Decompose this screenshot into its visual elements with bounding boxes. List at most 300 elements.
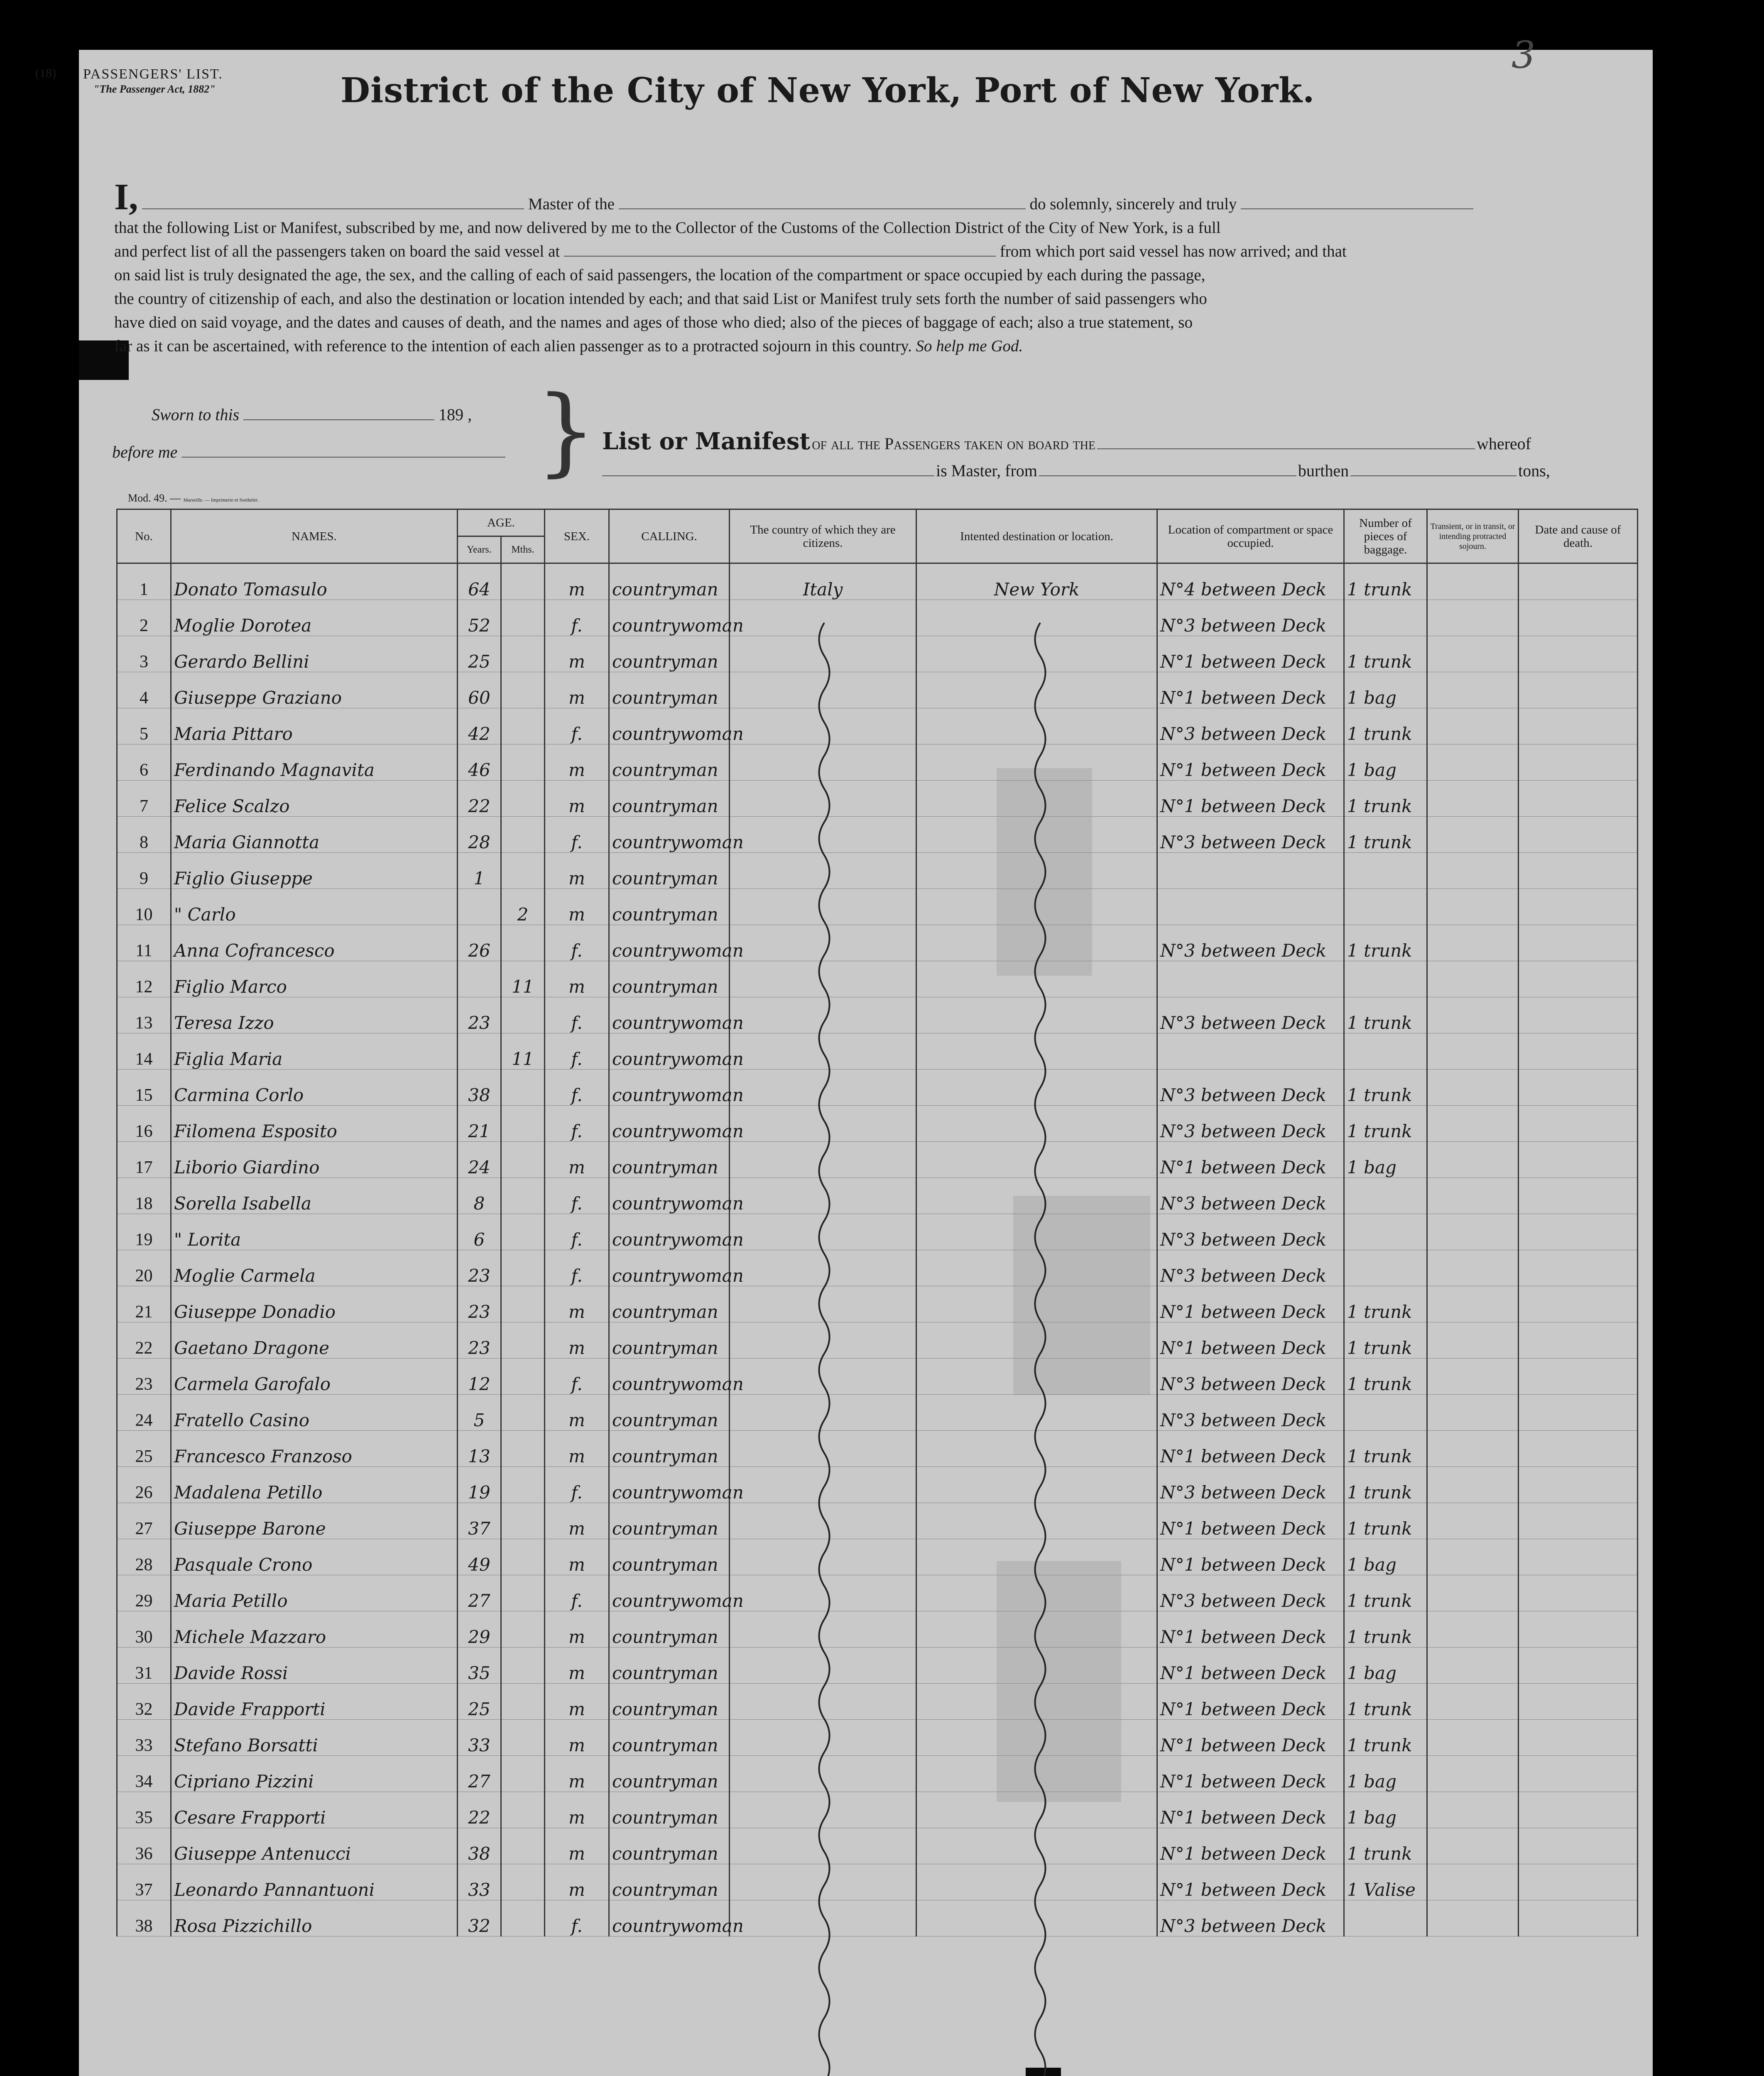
transient-cell [1427, 1431, 1519, 1467]
age-months-cell [501, 781, 545, 817]
sex-cell: f. [545, 1178, 609, 1214]
ditto-line-destination [1022, 623, 1059, 2076]
passenger-table [116, 509, 1638, 1936]
row-number-cell: 37 [117, 1864, 171, 1900]
compartment-location-cell [1157, 961, 1344, 997]
row-number-cell: 29 [117, 1575, 171, 1611]
vessel-field[interactable] [1097, 434, 1475, 449]
row-number-cell: 6 [117, 744, 171, 781]
transient-cell [1427, 1720, 1519, 1756]
row-number-cell: 14 [117, 1033, 171, 1070]
passenger-name-cell: Figlia Maria [171, 1033, 458, 1070]
header-years: Years. [458, 536, 501, 563]
compartment-location-cell: N°3 between Deck [1157, 600, 1344, 636]
whereof-label: whereof [1476, 434, 1531, 453]
baggage-cell: 1 trunk [1344, 563, 1427, 600]
death-cell [1519, 1395, 1638, 1431]
table-row [117, 961, 1638, 997]
passenger-name-cell: Sorella Isabella [171, 1178, 458, 1214]
table-row [117, 600, 1638, 636]
row-number-cell: 32 [117, 1684, 171, 1720]
compartment-location-cell: N°3 between Deck [1157, 1070, 1344, 1106]
death-cell [1519, 889, 1638, 925]
baggage-cell: 1 trunk [1344, 636, 1427, 672]
row-number-cell: 27 [117, 1503, 171, 1539]
header-age: AGE. [458, 509, 545, 536]
age-years-cell: 19 [458, 1467, 501, 1503]
compartment-location-cell [1157, 853, 1344, 889]
table-row [117, 1539, 1638, 1575]
baggage-cell [1344, 1178, 1427, 1214]
transient-cell [1427, 1286, 1519, 1322]
age-months-cell [501, 1070, 545, 1106]
before-field[interactable] [181, 443, 505, 458]
passenger-name-cell: Filomena Esposito [171, 1106, 458, 1142]
compartment-location-cell: N°1 between Deck [1157, 1828, 1344, 1864]
calling-cell: countryman [609, 889, 730, 925]
transient-cell [1427, 1648, 1519, 1684]
sworn-date-field[interactable] [243, 405, 434, 420]
passenger-name-cell: Giuseppe Antenucci [171, 1828, 458, 1864]
calling-cell: countryman [609, 744, 730, 781]
calling-cell: countryman [609, 1539, 730, 1575]
compartment-location-cell: N°3 between Deck [1157, 708, 1344, 744]
table-row [117, 1322, 1638, 1359]
sex-cell: m [545, 1756, 609, 1792]
age-years-cell: 13 [458, 1431, 501, 1467]
baggage-cell: 1 bag [1344, 1142, 1427, 1178]
table-row [117, 1611, 1638, 1648]
calling-cell: countryman [609, 1792, 730, 1828]
baggage-cell: 1 trunk [1344, 1359, 1427, 1395]
age-years-cell: 28 [458, 817, 501, 853]
burthen-label: burthen [1298, 461, 1349, 480]
transient-cell [1427, 889, 1519, 925]
table-row [117, 563, 1638, 600]
sex-cell: m [545, 961, 609, 997]
before-label: before me [112, 443, 178, 461]
transient-cell [1427, 1792, 1519, 1828]
baggage-cell: 1 trunk [1344, 817, 1427, 853]
compartment-location-cell: N°1 between Deck [1157, 1322, 1344, 1359]
transient-cell [1427, 563, 1519, 600]
transient-cell [1427, 997, 1519, 1033]
table-row [117, 1286, 1638, 1322]
transient-cell [1427, 1611, 1519, 1648]
sex-cell: m [545, 636, 609, 672]
baggage-cell: 1 trunk [1344, 1611, 1427, 1648]
age-months-cell [501, 1322, 545, 1359]
transient-cell [1427, 1322, 1519, 1359]
age-months-cell [501, 1575, 545, 1611]
passenger-name-cell: Felice Scalzo [171, 781, 458, 817]
table-row [117, 1178, 1638, 1214]
age-months-cell [501, 1792, 545, 1828]
age-years-cell: 32 [458, 1900, 501, 1936]
compartment-location-cell [1157, 1033, 1344, 1070]
calling-cell: countryman [609, 672, 730, 708]
sex-cell: m [545, 1322, 609, 1359]
header-transient: Transient, or in transit, or intending protracted sojourn. [1427, 509, 1519, 563]
sex-cell: m [545, 853, 609, 889]
table-row [117, 997, 1638, 1033]
baggage-cell: 1 bag [1344, 744, 1427, 781]
transient-cell [1427, 672, 1519, 708]
death-cell [1519, 1467, 1638, 1503]
row-number-cell: 38 [117, 1900, 171, 1936]
passenger-rows [117, 563, 1638, 1936]
age-years-cell: 38 [458, 1828, 501, 1864]
sex-cell: m [545, 1828, 609, 1864]
form-number: (18) [35, 66, 56, 80]
age-years-cell: 35 [458, 1648, 501, 1684]
age-months-cell [501, 925, 545, 961]
calling-cell: countrywoman [609, 1178, 730, 1214]
baggage-cell: 1 trunk [1344, 1684, 1427, 1720]
death-cell [1519, 1033, 1638, 1070]
passenger-name-cell: Maria Petillo [171, 1575, 458, 1611]
age-months-cell [501, 1684, 545, 1720]
death-cell [1519, 636, 1638, 672]
death-cell [1519, 1503, 1638, 1539]
death-cell [1519, 1648, 1638, 1684]
master-name-field[interactable] [142, 194, 524, 209]
header-mths: Mths. [501, 536, 545, 563]
passenger-name-cell: Moglie Dorotea [171, 600, 458, 636]
transient-cell [1427, 781, 1519, 817]
compartment-location-cell: N°1 between Deck [1157, 1611, 1344, 1648]
mod-label: Mod. 49. — [128, 492, 181, 504]
sworn-label: Sworn to this [152, 405, 240, 424]
compartment-location-cell: N°1 between Deck [1157, 1539, 1344, 1575]
death-cell [1519, 744, 1638, 781]
header-row [117, 509, 1638, 536]
baggage-cell: 1 trunk [1344, 1828, 1427, 1864]
sex-cell: m [545, 1395, 609, 1431]
calling-cell: countrywoman [609, 708, 730, 744]
age-months-cell [501, 1539, 545, 1575]
sex-cell: m [545, 1720, 609, 1756]
row-number-cell: 20 [117, 1250, 171, 1286]
compartment-location-cell: N°1 between Deck [1157, 1648, 1344, 1684]
transient-cell [1427, 1684, 1519, 1720]
row-number-cell: 21 [117, 1286, 171, 1322]
calling-cell: countryman [609, 1720, 730, 1756]
age-years-cell: 37 [458, 1503, 501, 1539]
row-number-cell: 3 [117, 636, 171, 672]
passenger-name-cell: Anna Cofrancesco [171, 925, 458, 961]
death-cell [1519, 925, 1638, 961]
calling-cell: countrywoman [609, 1033, 730, 1070]
age-years-cell: 29 [458, 1611, 501, 1648]
sex-cell: f. [545, 1900, 609, 1936]
act-reference: "The Passenger Act, 1882" [93, 83, 216, 95]
age-months-cell: 2 [501, 889, 545, 925]
age-months-cell [501, 1431, 545, 1467]
declaration-i: I, [114, 176, 138, 218]
passenger-name-cell: " Carlo [171, 889, 458, 925]
age-years-cell: 12 [458, 1359, 501, 1395]
blank-field[interactable] [1241, 194, 1473, 209]
age-months-cell [501, 817, 545, 853]
baggage-cell: 1 bag [1344, 672, 1427, 708]
compartment-location-cell: N°3 between Deck [1157, 925, 1344, 961]
baggage-cell: 1 bag [1344, 1756, 1427, 1792]
age-months-cell [501, 1864, 545, 1900]
compartment-location-cell: N°3 between Deck [1157, 1250, 1344, 1286]
header-baggage: Number of pieces of baggage. [1344, 509, 1427, 563]
sex-cell: f. [545, 1359, 609, 1395]
age-years-cell: 60 [458, 672, 501, 708]
calling-cell: countryman [609, 1611, 730, 1648]
calling-cell: countryman [609, 1395, 730, 1431]
passenger-name-cell: Gerardo Bellini [171, 636, 458, 672]
row-number-cell: 25 [117, 1431, 171, 1467]
age-years-cell: 49 [458, 1539, 501, 1575]
death-cell [1519, 1828, 1638, 1864]
declaration-line-5: the country of citizenship of each, and also the destination or location intended by each; and that said List or Manifest truly sets forth the number of said passengers who [114, 290, 1207, 308]
age-months-cell [501, 1395, 545, 1431]
list-title: PASSENGERS' LIST. [83, 66, 223, 82]
baggage-cell [1344, 1900, 1427, 1936]
manifest-text: of all the Passengers taken on board the [812, 434, 1095, 453]
death-cell [1519, 961, 1638, 997]
death-cell [1519, 1684, 1638, 1720]
calling-cell: countrywoman [609, 817, 730, 853]
compartment-location-cell: N°1 between Deck [1157, 744, 1344, 781]
header-death: Date and cause of death. [1519, 509, 1638, 563]
baggage-cell: 1 trunk [1344, 1720, 1427, 1756]
age-months-cell [501, 1648, 545, 1684]
calling-cell: countrywoman [609, 1900, 730, 1936]
sex-cell: f. [545, 997, 609, 1033]
baggage-cell: 1 trunk [1344, 1467, 1427, 1503]
age-months-cell [501, 1142, 545, 1178]
manifest-line-1 [602, 428, 1531, 455]
table-row [117, 1720, 1638, 1756]
passenger-name-cell: Maria Giannotta [171, 817, 458, 853]
compartment-location-cell: N°1 between Deck [1157, 1142, 1344, 1178]
calling-cell: countrywoman [609, 1359, 730, 1395]
sex-cell: f. [545, 1250, 609, 1286]
table-row [117, 1756, 1638, 1792]
passenger-name-cell: Fratello Casino [171, 1395, 458, 1431]
transient-cell [1427, 1756, 1519, 1792]
baggage-cell: 1 trunk [1344, 925, 1427, 961]
compartment-location-cell: N°1 between Deck [1157, 1864, 1344, 1900]
tons-field[interactable] [1350, 461, 1517, 476]
row-number-cell: 30 [117, 1611, 171, 1648]
line7b: So help me God. [916, 337, 1023, 355]
death-cell [1519, 1214, 1638, 1250]
country-cell: Italy [730, 563, 916, 600]
age-months-cell [501, 1214, 545, 1250]
compartment-location-cell: N°1 between Deck [1157, 1720, 1344, 1756]
calling-cell: countrywoman [609, 1467, 730, 1503]
calling-cell: countrywoman [609, 1106, 730, 1142]
table-row [117, 1395, 1638, 1431]
row-number-cell: 13 [117, 997, 171, 1033]
passenger-name-cell: Teresa Izzo [171, 997, 458, 1033]
master-field[interactable] [602, 461, 934, 476]
age-years-cell: 25 [458, 1684, 501, 1720]
row-number-cell: 34 [117, 1756, 171, 1792]
death-cell [1519, 1575, 1638, 1611]
age-years-cell: 22 [458, 1792, 501, 1828]
declaration-line-4: on said list is truly designated the age, the sex, and the calling of each of said passengers, the location of the compartment or space occupied by each during the passage, [114, 266, 1205, 284]
passenger-name-cell: Pasquale Crono [171, 1539, 458, 1575]
death-cell [1519, 708, 1638, 744]
age-years-cell: 27 [458, 1575, 501, 1611]
row-number-cell: 22 [117, 1322, 171, 1359]
age-months-cell [501, 744, 545, 781]
transient-cell [1427, 1033, 1519, 1070]
line7a: far as it can be ascertained, with reference to the intention of each alien passenger as to a protracted sojourn in this country. [114, 337, 912, 355]
line3b: from which port said vessel has now arrived; and that [1000, 242, 1347, 260]
brace-glyph: } [536, 376, 597, 487]
header-calling: CALLING. [609, 509, 730, 563]
age-months-cell [501, 1828, 545, 1864]
age-years-cell: 8 [458, 1178, 501, 1214]
sex-cell: m [545, 1648, 609, 1684]
age-years-cell: 22 [458, 781, 501, 817]
age-months-cell: 11 [501, 1033, 545, 1070]
table-row [117, 781, 1638, 817]
death-cell [1519, 1539, 1638, 1575]
row-number-cell: 1 [117, 563, 171, 600]
death-cell [1519, 1178, 1638, 1214]
death-cell [1519, 817, 1638, 853]
vessel-name-field[interactable] [619, 194, 1026, 209]
transient-cell [1427, 1575, 1519, 1611]
age-years-cell: 27 [458, 1756, 501, 1792]
age-months-cell [501, 1756, 545, 1792]
age-months-cell [501, 563, 545, 600]
baggage-cell [1344, 600, 1427, 636]
passenger-name-cell: Giuseppe Donadio [171, 1286, 458, 1322]
printer-note: Marseille. — Imprimerie et Sorthelet. [183, 497, 259, 503]
before-line [112, 442, 505, 462]
sex-cell: f. [545, 1106, 609, 1142]
baggage-cell: 1 trunk [1344, 1503, 1427, 1539]
sex-cell: f. [545, 708, 609, 744]
ditto-line-country [806, 623, 843, 2076]
sex-cell: f. [545, 1467, 609, 1503]
row-number-cell: 10 [117, 889, 171, 925]
baggage-cell [1344, 853, 1427, 889]
sex-cell: f. [545, 1214, 609, 1250]
table-row [117, 1142, 1638, 1178]
death-cell [1519, 997, 1638, 1033]
age-months-cell [501, 636, 545, 672]
row-number-cell: 33 [117, 1720, 171, 1756]
age-years-cell: 1 [458, 853, 501, 889]
compartment-location-cell: N°1 between Deck [1157, 1431, 1344, 1467]
death-cell [1519, 1250, 1638, 1286]
compartment-location-cell: N°1 between Deck [1157, 1792, 1344, 1828]
transient-cell [1427, 1828, 1519, 1864]
age-months-cell [501, 1611, 545, 1648]
row-number-cell: 2 [117, 600, 171, 636]
table-row [117, 1792, 1638, 1828]
baggage-cell: 1 trunk [1344, 1431, 1427, 1467]
table-row [117, 1106, 1638, 1142]
compartment-location-cell: N°3 between Deck [1157, 1214, 1344, 1250]
transient-cell [1427, 1359, 1519, 1395]
baggage-cell: 1 trunk [1344, 781, 1427, 817]
transient-cell [1427, 1142, 1519, 1178]
transient-cell [1427, 1900, 1519, 1936]
transient-cell [1427, 636, 1519, 672]
table-row [117, 1684, 1638, 1720]
age-years-cell: 23 [458, 1322, 501, 1359]
calling-cell: countryman [609, 1503, 730, 1539]
row-number-cell: 15 [117, 1070, 171, 1106]
compartment-location-cell: N°3 between Deck [1157, 1395, 1344, 1431]
age-years-cell [458, 1033, 501, 1070]
transient-cell [1427, 1214, 1519, 1250]
compartment-location-cell: N°3 between Deck [1157, 817, 1344, 853]
table-row [117, 708, 1638, 744]
passenger-name-cell: Donato Tomasulo [171, 563, 458, 600]
age-months-cell [501, 997, 545, 1033]
calling-cell: countryman [609, 1322, 730, 1359]
table-row [117, 1359, 1638, 1395]
header-location: Location of compartment or space occupied. [1157, 509, 1344, 563]
header-names: NAMES. [171, 509, 458, 563]
age-months-cell [501, 1286, 545, 1322]
sex-cell: m [545, 1611, 609, 1648]
row-number-cell: 35 [117, 1792, 171, 1828]
transient-cell [1427, 1503, 1519, 1539]
row-number-cell: 24 [117, 1395, 171, 1431]
death-cell [1519, 781, 1638, 817]
baggage-cell [1344, 1214, 1427, 1250]
line3a: and perfect list of all the passengers taken on board the said vessel at [114, 242, 560, 260]
compartment-location-cell: N°3 between Deck [1157, 1359, 1344, 1395]
death-cell [1519, 672, 1638, 708]
passenger-name-cell: Figlio Giuseppe [171, 853, 458, 889]
passenger-name-cell: Davide Rossi [171, 1648, 458, 1684]
baggage-cell: 1 trunk [1344, 708, 1427, 744]
manifest-line-2 [602, 461, 1550, 480]
calling-cell: countryman [609, 853, 730, 889]
declaration-line-6: have died on said voyage, and the dates and causes of death, and the names and ages of those who died; also of the pieces of baggage of each; also a true statement, so [114, 313, 1193, 331]
baggage-cell [1344, 889, 1427, 925]
destination-cell: New York [916, 563, 1157, 600]
calling-cell: countrywoman [609, 1575, 730, 1611]
age-years-cell [458, 889, 501, 925]
compartment-location-cell: N°1 between Deck [1157, 781, 1344, 817]
baggage-cell [1344, 1033, 1427, 1070]
sex-cell: m [545, 889, 609, 925]
from-port-field[interactable] [1039, 461, 1296, 476]
age-years-cell: 24 [458, 1142, 501, 1178]
port-field[interactable] [564, 242, 996, 257]
table-row [117, 1864, 1638, 1900]
transient-cell [1427, 925, 1519, 961]
header-sex: SEX. [545, 509, 609, 563]
death-cell [1519, 600, 1638, 636]
transient-cell [1427, 744, 1519, 781]
table-row [117, 1214, 1638, 1250]
death-cell [1519, 1611, 1638, 1648]
age-months-cell [501, 1900, 545, 1936]
age-months-cell [501, 1106, 545, 1142]
age-years-cell: 42 [458, 708, 501, 744]
age-months-cell [501, 853, 545, 889]
declaration-line-1 [114, 176, 1622, 218]
